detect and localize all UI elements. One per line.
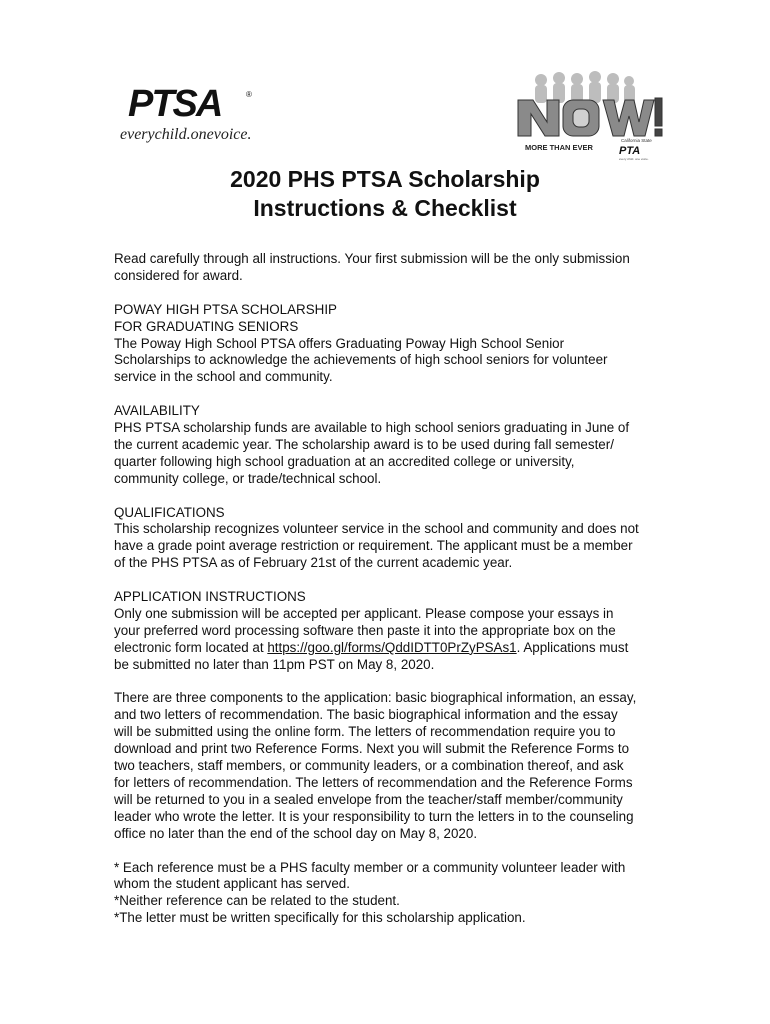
badge-top-text: California State (621, 138, 652, 143)
qualifications-line: of the PHS PTSA as of February 21st of the current academic year. (114, 555, 513, 571)
components-line: leader who wrote the letter. It is your responsibility to turn the letters in to the counseling (114, 808, 634, 824)
components-line: office no later than the end of the school day on May 8, 2020. (114, 825, 478, 841)
note-line: * Each reference must be a PHS faculty member or a community volunteer leader with (114, 859, 626, 875)
note-line: *Neither reference can be related to the student. (114, 893, 400, 909)
section-heading: POWAY HIGH PTSA SCHOLARSHIP (114, 301, 337, 317)
components-paragraph (114, 690, 674, 842)
components-line: and two letters of recommendation. The basic biographical information and the essay (114, 707, 618, 723)
now-more-than-ever-logo (513, 70, 663, 162)
note-line: *The letter must be written specifically for this scholarship application. (114, 910, 526, 926)
availability-line: community college, or trade/technical school. (114, 470, 382, 486)
now-logo-tagline: MORE THAN EVER (525, 143, 593, 152)
components-line: two teachers, staff members, or community leaders, or a combination thereof, and ask (114, 758, 624, 774)
notes-paragraph (114, 860, 674, 928)
components-line: There are three components to the application: basic biographical information, an essay, (114, 690, 637, 706)
poway-section (114, 302, 674, 387)
document-body (114, 251, 674, 944)
ptsa-logo-wordmark: PTSA (128, 83, 222, 125)
application-section (114, 589, 674, 674)
poway-line: Scholarships to acknowledge the achievements of high school seniors for volunteer (114, 352, 608, 368)
qualifications-line: This scholarship recognizes volunteer service in the school and community and does not (114, 521, 639, 537)
qualifications-section (114, 505, 674, 573)
application-line (114, 640, 674, 657)
badge-small-text: every child. one voice. (619, 157, 649, 161)
components-line: download and print two Reference Forms. Next you will submit the Reference Forms to (114, 741, 630, 757)
link-suffix: . Applications must (516, 639, 629, 655)
poway-line: service in the school and community. (114, 369, 333, 385)
application-form-link[interactable]: https://goo.gl/forms/QddIDTT0PrZyPSAs1 (267, 639, 517, 655)
intro-paragraph (114, 251, 674, 285)
registered-mark: ® (246, 90, 252, 99)
application-line: your preferred word processing software then paste it into the appropriate box on the (114, 622, 616, 638)
ptsa-tagline: everychild.onevoice. (120, 126, 252, 143)
qualifications-line: have a grade point average restriction or requirement. The applicant must be a member (114, 538, 633, 554)
page-title (0, 165, 770, 223)
title-line-1: 2020 PHS PTSA Scholarship (230, 166, 540, 192)
availability-section (114, 403, 674, 488)
components-line: will be returned to you in a sealed envelope from the teacher/staff member/community (114, 791, 623, 807)
components-line: for letters of recommendation. The letters of recommendation and the Reference Forms (114, 775, 633, 791)
availability-line: quarter following high school graduation at an accredited college or university, (114, 453, 575, 469)
section-heading: APPLICATION INSTRUCTIONS (114, 589, 306, 605)
now-logo-graphic (513, 70, 663, 162)
ptsa-logo (118, 84, 268, 144)
note-line: whom the student applicant has served. (114, 876, 350, 892)
badge-brand-text: PTA (619, 145, 641, 157)
section-heading: AVAILABILITY (114, 403, 200, 419)
application-line: be submitted no later than 11pm PST on May 8, 2020. (114, 656, 435, 672)
section-heading: FOR GRADUATING SENIORS (114, 318, 299, 334)
components-line: will be submitted using the online form. The letters of recommendation require you to (114, 724, 616, 740)
availability-line: PHS PTSA scholarship funds are available to high school seniors graduating in June of (114, 420, 630, 436)
link-prefix: electronic form located at (114, 639, 268, 655)
section-heading: QUALIFICATIONS (114, 504, 225, 520)
title-line-2: Instructions & Checklist (253, 195, 517, 221)
availability-line: the current academic year. The scholarship award is to be used during fall semester/ (114, 436, 614, 452)
intro-line: considered for award. (114, 267, 243, 283)
poway-line: The Poway High School PTSA offers Graduating Poway High School Senior (114, 335, 565, 351)
application-line: Only one submission will be accepted per applicant. Please compose your essays in (114, 605, 614, 621)
intro-line: Read carefully through all instructions. Your first submission will be the only submission (114, 251, 630, 266)
